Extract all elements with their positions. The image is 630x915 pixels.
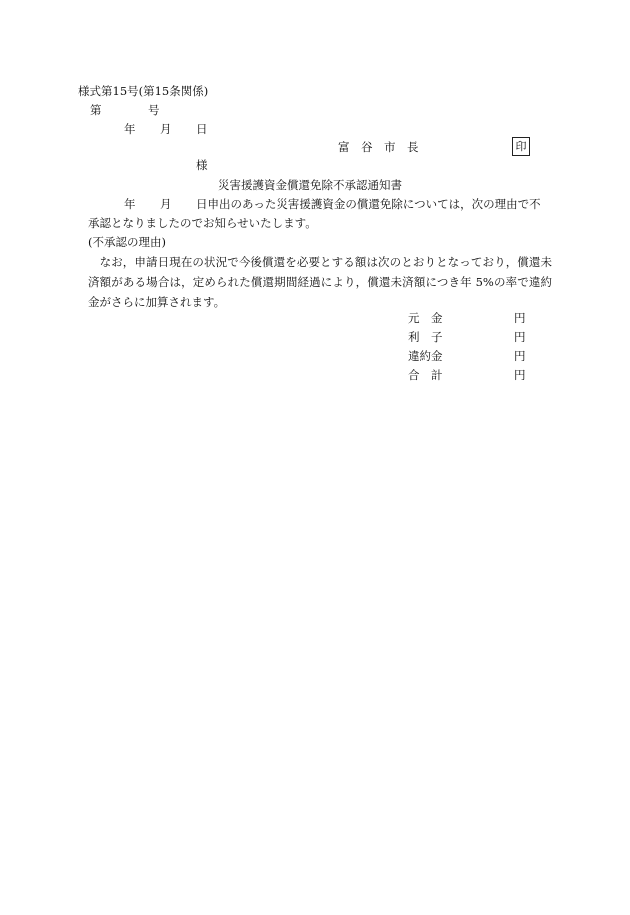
issue-date-day: 日 [196,122,208,136]
amount-label-interest: 利 子 [408,330,443,344]
amount-unit-principal: 円 [514,311,526,325]
form-number-header: 様式第15号(第15条関係) [78,84,209,98]
notice-body-line1: 日申出のあった災害援護資金の償還免除については，次の理由で不 [196,197,541,211]
notice-body-line2: 承認となりましたのでお知らせいたします。 [88,216,317,230]
issue-date-year: 年 [124,122,136,136]
amount-label-total: 合 計 [408,368,443,382]
amount-label-principal: 元 金 [408,311,443,325]
issuer-name: 富 谷 市 長 [338,140,419,154]
notice-title: 災害援護資金償還免除不承認通知書 [218,178,402,192]
amount-unit-penalty: 円 [514,349,526,363]
seal-box: 印 [512,137,530,156]
issue-date-month: 月 [160,122,172,136]
amount-unit-interest: 円 [514,330,526,344]
document-number-prefix: 第 [90,103,102,117]
reason-body: なお，申請日現在の状況で今後償還を必要とする額は次のとおりとなっており，償還未済額がある場合は，定められた償還期間経過により，償還未済額につき年 5%の率で違約金がさらに加算されます。 [88,255,552,309]
amount-label-penalty: 違約金 [408,349,443,363]
request-date-year: 年 [124,197,136,211]
reason-heading: (不承認の理由) [88,235,166,249]
recipient-honorific: 様 [196,158,208,172]
document-number-suffix: 号 [148,103,160,117]
amount-unit-total: 円 [514,368,526,382]
request-date-month: 月 [160,197,172,211]
